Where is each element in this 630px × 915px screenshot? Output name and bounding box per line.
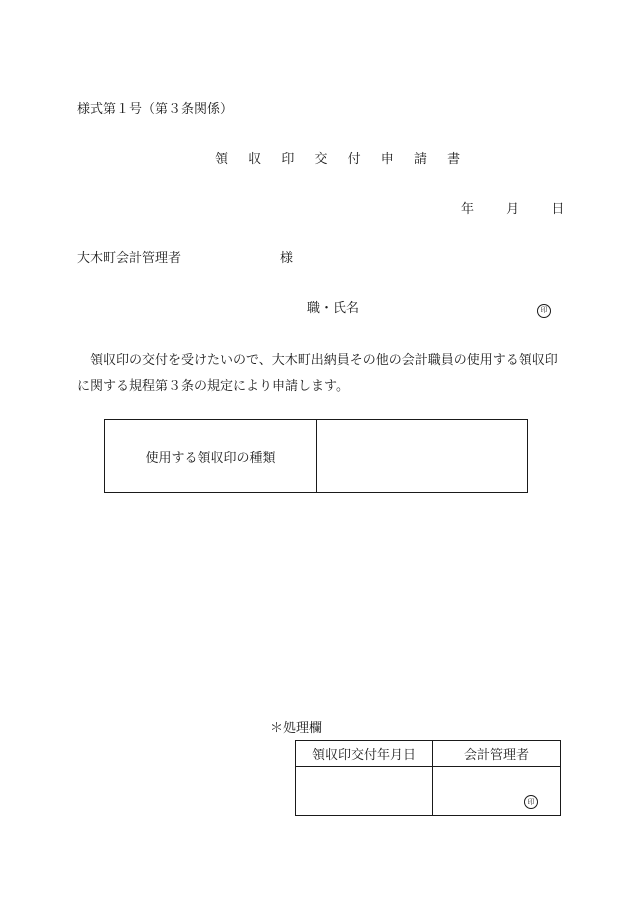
title-char: 印: [281, 152, 295, 167]
processing-section-label: ＊処理欄: [270, 721, 323, 736]
date-day: 日: [551, 202, 565, 217]
document-title: [215, 153, 460, 166]
title-char: 請: [413, 152, 427, 167]
title-char: 交: [314, 152, 328, 167]
title-char: 申: [380, 152, 394, 167]
honorific: 様: [280, 251, 294, 266]
processing-table: [295, 740, 561, 816]
title-char: 書: [447, 152, 461, 167]
form-number: 様式第１号（第３条関係）: [77, 102, 234, 117]
seal-icon: 印: [537, 304, 551, 318]
accounting-manager-header: 会計管理者: [433, 741, 560, 767]
title-char: 収: [248, 152, 262, 167]
accounting-manager-seal-cell[interactable]: [433, 767, 560, 815]
applicant-seal-wrapper: [537, 302, 551, 318]
seal-kind-label: 使用する領収印の種類: [105, 420, 317, 492]
applicant-name-label: 職・氏名: [307, 301, 360, 316]
date-month: 月: [506, 202, 520, 217]
date-line: [461, 203, 564, 216]
issue-date-field[interactable]: [296, 767, 433, 815]
issue-date-header: 領収印交付年月日: [296, 741, 433, 767]
date-year: 年: [461, 202, 475, 217]
seal-icon: 印: [524, 795, 538, 809]
title-char: 領: [215, 152, 229, 167]
addressee: 大木町会計管理者: [77, 251, 182, 266]
application-statement: 領収印の交付を受けたいので、大木町出納員その他の会計職員の使用する領収印に関する規程第３条の規定により申請します。: [77, 353, 558, 394]
seal-kind-field[interactable]: [317, 420, 527, 492]
title-char: 付: [347, 152, 361, 167]
seal-kind-table: [104, 419, 528, 493]
